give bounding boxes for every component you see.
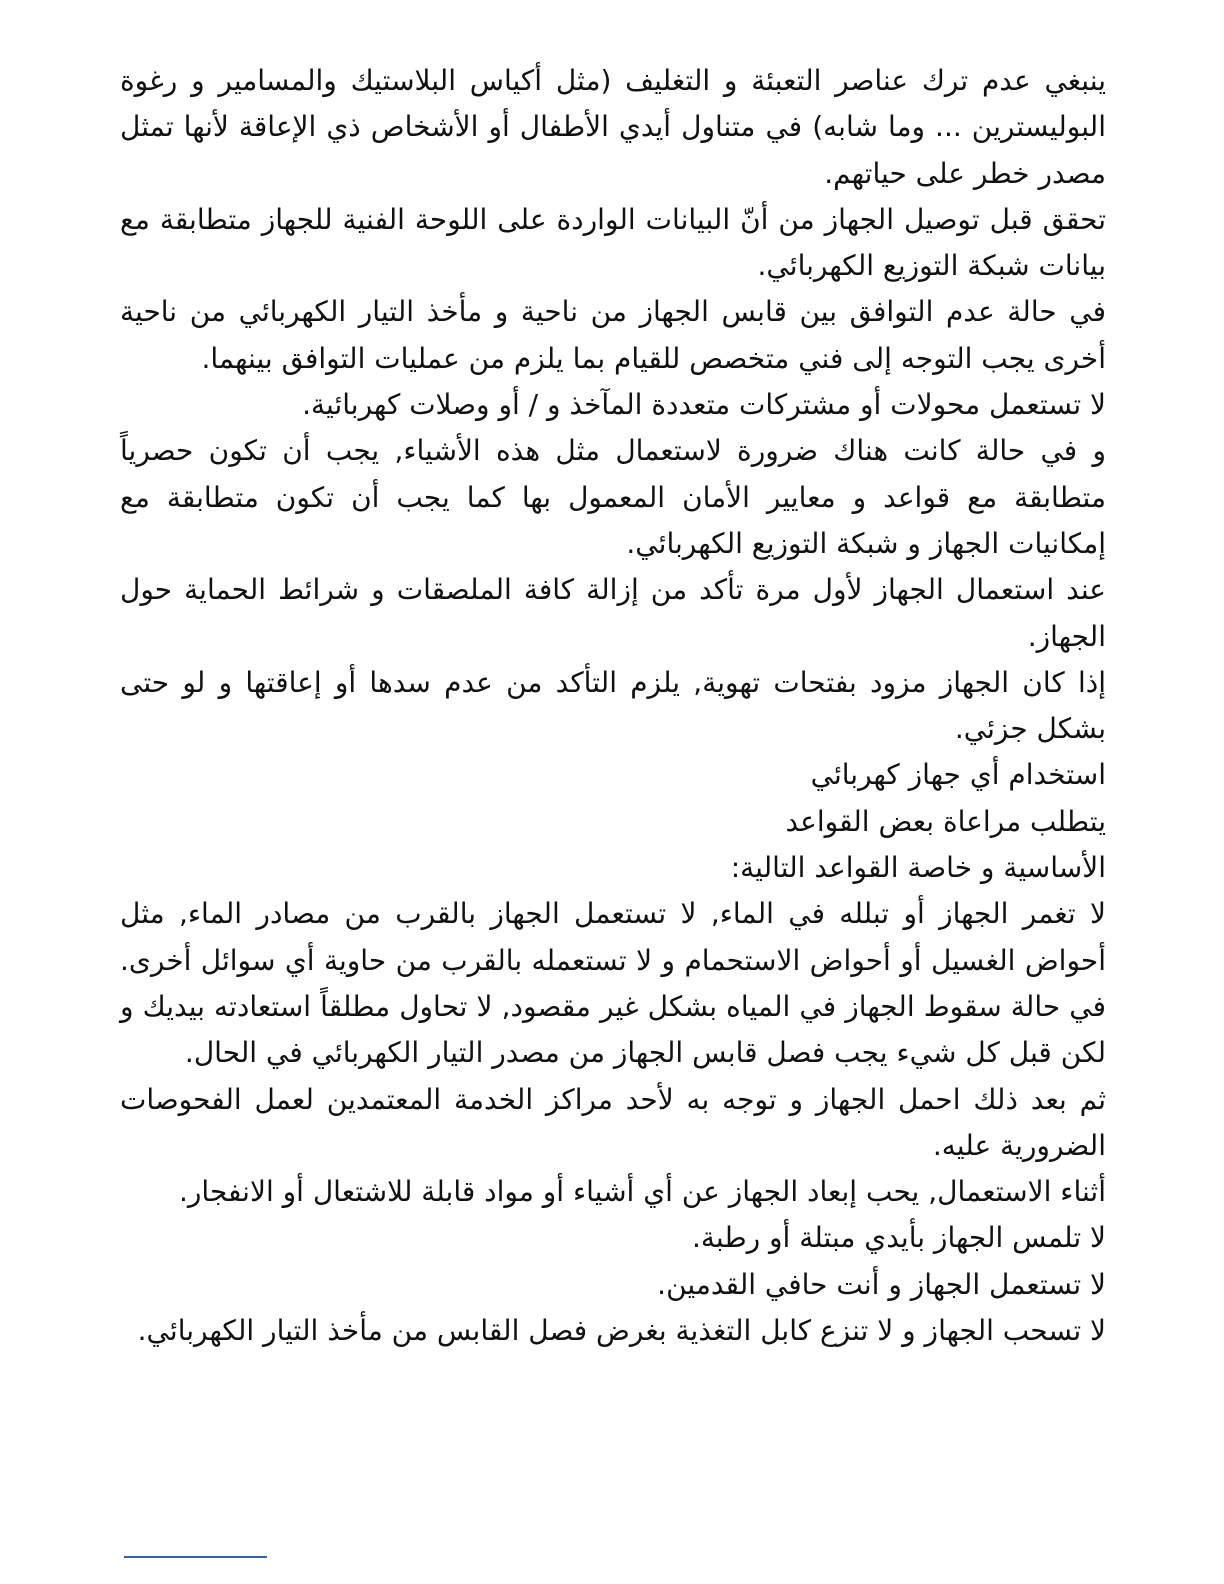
paragraph-adapter-standards: و في حالة كانت هناك ضرورة لاستعمال مثل هذه الأشياء, يجب أن تكون حصرياً متطابقة مع قواعد و معايير الأمان المعمول بها كما يجب أن تكون متطابقة مع إمكانيات الجهاز و شبكة التوزيع الكهربائي.: [120, 434, 1106, 560]
paragraph-requires-rules: يتطلب مراعاة بعض القواعد: [785, 804, 1106, 838]
document-page: [120, 58, 1106, 1354]
paragraph-remove-stickers: عند استعمال الجهاز لأول مرة تأكد من إزالة كافة الملصقات و شرائط الحماية حول الجهاز.: [120, 573, 1106, 653]
paragraph-check-rating-plate: تحقق قبل توصيل الجهاز من أنّ البيانات الواردة على اللوحة الفنية للجهاز متطابقة مع بيانات شبكة التوزيع الكهربائي.: [120, 202, 1106, 283]
paragraph-ventilation: إذا كان الجهاز مزود بفتحات تهوية, يلزم التأكد من عدم سدها أو إعاقتها و لو حتى بشكل جزئي.: [120, 665, 1106, 746]
paragraph-water-warning: لا تغمر الجهاز أو تبلله في الماء, لا تستعمل الجهاز بالقرب من مصادر الماء, مثل أحواض الغسيل أو أحواض الاستحمام و لا تستعمله بالقرب من حاوية أي سوائل أخرى. في حالة سقوط الجهاز في المياه بشكل غير مقصود, لا تحاول مطلقاً استعادته بيديك و لكن قبل كل شيء يجب فصل قابس الجهاز من مصدر التيار الكهربائي في الحال.: [120, 897, 1106, 1070]
paragraph-no-adapters: لا تستعمل محولات أو مشتركات متعددة المآخذ و / أو وصلات كهربائية.: [302, 388, 1106, 422]
paragraph-wet-hands: لا تلمس الجهاز بأيدي مبتلة أو رطبة.: [691, 1221, 1106, 1255]
paragraph-basic-rules: الأساسية و خاصة القواعد التالية:: [730, 851, 1106, 885]
paragraph-flammable-materials: أثناء الاستعمال, يحب إبعاد الجهاز عن أي أشياء أو مواد قابلة للاشتعال أو الانفجار.: [178, 1175, 1106, 1209]
paragraph-service-center: ثم بعد ذلك احمل الجهاز و توجه به لأحد مراكز الخدمة المعتمدين لعمل الفحوصات الضرورية عليه.: [120, 1082, 1106, 1162]
paragraph-using-electrical-device: استخدام أي جهاز كهربائي: [810, 758, 1106, 792]
paragraph-power-cable: لا تسحب الجهاز و لا تنزع كابل التغذية بغرض فصل القابس من مأخذ التيار الكهربائي.: [137, 1314, 1106, 1348]
paragraph-barefoot: لا تستعمل الجهاز و أنت حافي القدمين.: [657, 1267, 1106, 1301]
paragraph-plug-incompatibility: في حالة عدم التوافق بين قابس الجهاز من ناحية و مأخذ التيار الكهربائي من ناحية أخرى يجب التوجه إلى فني متخصص للقيام بما يلزم من عمليات التوافق بينهما.: [120, 295, 1106, 375]
footnote-separator-line: [124, 1556, 267, 1558]
paragraph-packaging-warning: ينبغي عدم ترك عناصر التعبئة و التغليف (مثل أكياس البلاستيك والمسامير و رغوة البوليسترين ... وما شابه) في متناول أيدي الأطفال أو الأشخاص ذي الإعاقة لأنها تمثل مصدر خطر على حياتهم.: [120, 64, 1106, 190]
